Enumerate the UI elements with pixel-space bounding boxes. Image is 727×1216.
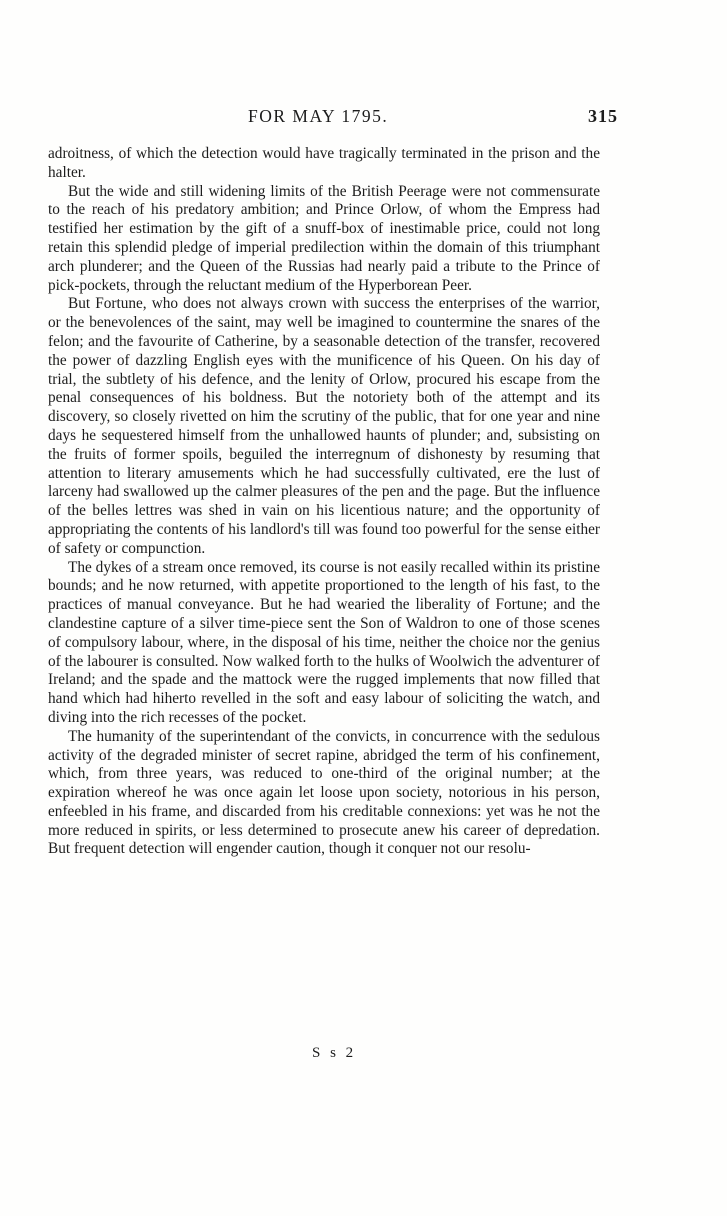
paragraph-fortune: But Fortune, who does not always crown with success the enterprises of the warrior, or the benevolences of the saint, may well be imagined to countermine the snares of the felon; and the favourite of Catherine, by a seasonable detection of the transfer, recovered the power of dazzling English eyes with the munificence of his Queen. On his day of trial, the subtlety of his defence, and the lenity of Orlow, procured his escape from the penal consequences of his boldness. But the notoriety both of the attempt and its discovery, so closely rivetted on him the scrutiny of the public, that for one year and nine days he sequestered himself from the unhallowed haunts of plunder; and, subsisting on the fruits of former spoils, beguiled the interregnum of dishonesty by resuming that attention to literary amusements which he had successfully cultivated, ere the lust of larceny had swallowed up the calmer pleasures of the pen and the page. But the influence of the belles lettres was shed in vain on his licentious nature; and the opportunity of appropriating the contents of his landlord's till was found too powerful for the sense either of safety or compunction. <box>48 295 600 557</box>
body-text <box>48 145 600 859</box>
running-header <box>48 106 618 130</box>
paragraph-humanity: The humanity of the superintendant of the convicts, in concurrence with the sedulous activity of the degraded minister of secret rapine, abridged the term of his confinement, which, from three years, was reduced to one-third of the original number; at the expiration whereof he was once again let loose upon society, notorious in his person, enfeebled in his frame, and discarded from his creditable connexions: yet was he not the more reduced in spirits, or less determined to prosecute anew his career of depredation. But frequent detection will engender caution, though it conquer not our resolu- <box>48 727 600 858</box>
paragraph-dykes: The dykes of a stream once removed, its course is not easily recalled within its pristine bounds; and he now returned, with appetite proportioned to the length of his fast, to the practices of manual conveyance. But he had wearied the liberality of Fortune; and the clandestine capture of a silver time-piece sent the Son of Waldron to one of those scenes of compulsory labour, where, in the disposal of his time, neither the choice nor the genius of the labourer is consulted. Now walked forth to the hulks of Woolwich the adventurer of Ireland; and the spade and the mattock were the rugged implements that now filled that hand which had hiherto revelled in the soft and easy labour of soliciting the watch, and diving into the rich recesses of the pocket. <box>48 558 600 726</box>
paragraph-continued: adroitness, of which the detection would have tragically terminated in the prison and the halter. <box>48 145 600 181</box>
signature-mark: S s 2 <box>312 1045 357 1061</box>
paragraph-british-peerage: But the wide and still widening limits of the British Peerage were not commensurate to the reach of his predatory ambition; and Prince Orlow, of whom the Empress had testified her estimation by the gift of a snuff-box of inestimable price, could not long retain this splendid pledge of imperial predilection within the domain of this triumphant arch plunderer; and the Queen of the Russias had nearly paid a tribute to the Prince of pick-pockets, through the reluctant medium of the Hyperborean Peer. <box>48 182 600 294</box>
page-number: 315 <box>588 106 618 126</box>
header-title: FOR MAY 1795. <box>248 106 389 126</box>
